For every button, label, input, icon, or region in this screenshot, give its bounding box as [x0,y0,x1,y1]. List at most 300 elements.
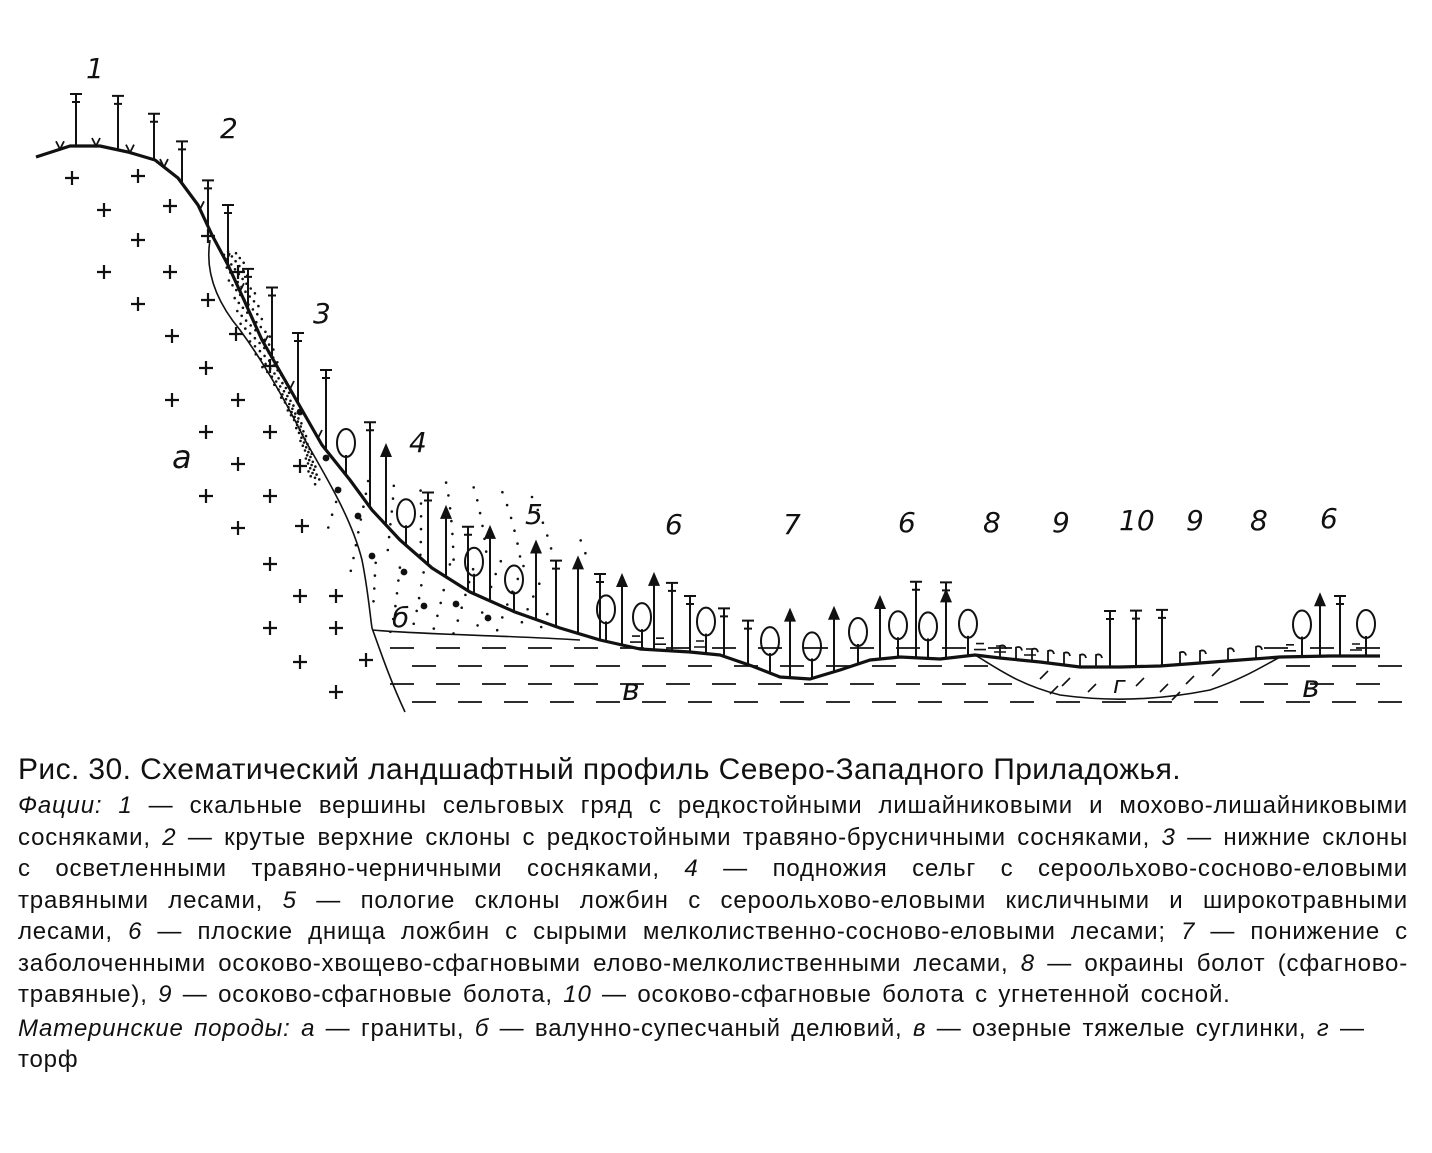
deluvium-dot [269,367,272,370]
boulder-dot [485,615,492,622]
granite-cross [329,621,343,635]
deluvium-dot [314,483,317,486]
deluvium-dot [245,319,248,322]
deluvium-dot [244,327,247,330]
pine-symbol [70,94,82,146]
deluvium-dot [451,533,454,536]
deluvium-dot [297,417,300,420]
spruce-crown [440,505,452,519]
deluvium-dot [234,260,237,263]
deluvium-dot [352,557,355,560]
deluvium-dot [307,451,310,454]
granite-cross [97,203,111,217]
granite-cross [263,489,277,503]
facies-number-1: 2 [162,823,177,851]
deciduous-crown [397,499,415,527]
facies-number-0: 1 [118,792,133,819]
deluvium-dot [485,550,488,553]
spruce-crown [648,572,660,586]
grass-mark [1024,649,1036,655]
deluvium-dot [238,265,241,268]
granite-cross [131,169,145,183]
deluvium-dot [303,441,306,444]
rocks-number-3: г [1316,1014,1330,1042]
deluvium-dot [290,411,293,414]
facies-number-7: 8 [1020,949,1035,977]
vegetation-symbols [56,94,1375,678]
peat-hatch [1212,668,1220,676]
deluvium-dot [372,600,375,603]
granite-cross [131,233,145,247]
boulder-dot [453,601,460,608]
pine-symbol [112,96,124,150]
rocks-number-2: в [912,1014,927,1042]
facies-label-6a: 6 [665,508,683,541]
granite-cross [229,327,243,341]
deluvium-dot [268,359,271,362]
deluvium-dot [399,566,402,569]
shrub-tick [286,381,294,389]
deluvium-dot [289,400,292,403]
deluvium-dot [357,531,360,534]
deluvium-dot [306,454,309,457]
deluvium-dot [335,501,338,504]
deluvium-dot [252,308,255,311]
facies-number-9: 10 [563,981,592,1008]
deluvium-dot [280,396,283,399]
deluvium-dot [309,475,312,478]
deluvium-dot [439,602,442,605]
facies-text-7: окраины болот (сфагново-травяные), [18,949,1408,1008]
deluvium-dot [314,465,317,468]
facies-label-9b: 9 [1186,504,1204,537]
facies-label-9a: 9 [1052,506,1070,539]
deluvium-dot [233,297,236,300]
granite-cross [165,329,179,343]
deluvium-dot [331,513,334,516]
facies-label-6b: 6 [898,506,916,539]
deciduous-crown [1293,611,1311,639]
deluvium-dot [481,611,484,614]
deluvium-dot [452,558,455,561]
deciduous-crown [919,612,937,640]
deciduous-crown [761,627,779,655]
deluvium-dot [422,571,425,574]
caption-parent-rocks: Материнские породы: а — граниты, б — валунно-супесчаный делювий, в — озерные тяжелые суглинки, г — торф [18,1014,1365,1073]
deluvium-dot [292,404,295,407]
grass-mark [654,638,666,644]
deluvium-dot [257,305,260,308]
caption-facies: Фации: 1 — скальные вершины сельговых гряд с редкостойными лишайниковыми и мохово-лишайниковыми сосняками, 2 — крутые верхние склоны с редкостойными травяно-брусничными сосняками, 3 — нижние склоны с осветленными травяно-черничными сосняками, 4 — подножия сельг с сероольхово-сосново-еловыми травяными лесами, 5 — пологие склоны ложбин с сероольхово-еловыми кисличными и широкотравными лесами, 6 — плоские днища ложбин с сырыми мелколиственно-сосново-еловыми лесами; 7 — понижение с заболоченными осоково-хвощево-сфагновыми елово-мелколиственными лесами, 8 — окраины болот (сфагново-травяные), 9 — осоково-сфагновые болота, 10 — осоково-сфагновые болота с угнетенной сосной. [18,792,1409,1008]
facies-text-2: нижние склоны с осветленными травяно-черничными сосняками, [18,823,1409,882]
deluvium-dot [296,424,299,427]
deluvium-dot [235,289,238,292]
deluvium-dot [306,443,309,446]
deluvium-dot [260,358,263,361]
rock-label-deluvium: б [392,601,410,634]
deluvium-dot [241,278,244,281]
boulder-dot [401,569,408,576]
figure-caption [18,752,1408,1076]
deluvium-dot [374,562,377,565]
deluvium-dot [442,589,445,592]
deluvium-dot [297,420,300,423]
caption-title: Рис. 30. Схематический ландшафтный профиль Северо-Западного Приладожья. [18,753,1181,786]
deluvium-dot [532,595,535,598]
deluvium-dot [295,427,298,430]
deluvium-dot [313,469,316,472]
deluvium-dot [253,300,256,303]
facies-label-6c: 6 [1320,502,1338,535]
peat-hatch [1062,678,1070,686]
deluvium-dot [311,452,314,455]
deluvium-dot [249,340,252,343]
deluvium-dot [318,478,321,481]
deluvium-dot [304,438,307,441]
deluvium-dot [260,326,263,329]
pine-symbol [742,621,754,665]
deciduous-crown [959,610,977,638]
deciduous-crown [849,618,867,646]
deluvium-dot [365,493,368,496]
rock-label-peat: г [1113,671,1126,699]
deluvium-dot [311,472,314,475]
deluvium-dot [420,584,423,587]
deluvium-dot [279,385,282,388]
deluvium-dot [300,436,303,439]
deluvium-dot [254,345,257,348]
deluvium-dot [457,619,460,622]
deluvium-dot [249,332,252,335]
deluvium-dot [420,528,423,531]
deluvium-dot [494,573,497,576]
granite-cross [263,621,277,635]
facies-label-5: 5 [525,498,543,531]
deluvium-dot [254,337,257,340]
geology-layers [65,169,1402,712]
facies-label-1: 1 [86,52,104,85]
deluvium-dot [393,485,396,488]
deluvium-dot [472,568,475,571]
facies-text-4: пологие склоны ложбин с сероольхово-еловыми кисличными и широкотравными лесами, [18,886,1408,945]
deluvium-dot [391,510,394,513]
deluvium-dot [540,626,543,629]
facies-number-4: 5 [282,886,297,914]
boulder-dot [335,487,342,494]
deluvium-dot [234,268,237,271]
deluvium-dot [285,398,288,401]
deciduous-crown [889,611,907,639]
deluvium-dot [307,470,310,473]
deluvium-dot [396,592,399,595]
spruce-crown [828,606,840,620]
deluvium-dot [449,507,452,510]
deluvium-dot [419,489,422,492]
granite-cross [131,297,145,311]
deluvium-dot [285,387,288,390]
shrub-tick [196,201,204,209]
grass-mark [694,641,706,647]
deluvium-dot [264,363,267,366]
deluvium-dot [476,499,479,502]
deluvium-dot [273,384,276,387]
deluvium-dot [521,621,524,624]
deluvium-dot [584,552,587,555]
deluvium-dot [479,512,482,515]
rocks-text-2: озерные тяжелые суглинки, [972,1014,1307,1042]
deluvium-dot [412,623,415,626]
deluvium-dot [519,555,522,558]
deluvium-dot [291,408,294,411]
spruce-crown [784,608,796,622]
grass-mark [630,636,642,642]
deluvium-dot [501,616,504,619]
pine-symbol [684,596,696,652]
granite-cross [199,361,213,375]
deluvium-dot [500,560,503,563]
deluvium-dot [261,318,264,321]
deciduous-crown [633,603,651,631]
sedge-mark [1016,647,1022,660]
facies-text-5: плоские днища ложбин с сырыми мелколиственно-сосново-еловыми лесами; [197,918,1166,945]
deluvium-dot [392,497,395,500]
sedge-mark [1080,654,1086,667]
boulder-dot [323,455,330,462]
deluvium-dot [256,313,259,316]
deluvium-dot [277,388,280,391]
deluvium-dot [258,342,261,345]
boulder-dot [421,603,428,610]
pine-symbol [1156,610,1168,666]
deluvium-dot [420,515,423,518]
ground-surface-line [36,146,1380,679]
granite-cross [163,199,177,213]
deluvium-dot [307,462,310,465]
deluvium-dot [264,331,267,334]
facies-label-2: 2 [220,112,238,145]
deluvium-dot [287,406,290,409]
deluvium-dot [314,477,317,480]
shrub-tick [314,430,322,438]
deluvium-dot [283,390,286,393]
spruce-crown [380,443,392,457]
grass-mark [974,644,986,650]
deluvium-dot [433,627,436,630]
deluvium-dot [305,435,308,438]
deluvium-dot [496,629,499,632]
deluvium-dot [255,353,258,356]
deluvium-dot [309,456,312,459]
deluvium-dot [506,603,509,606]
facies-number-3: 4 [684,855,699,882]
peat-hatch [1088,684,1096,692]
deluvium-dot [538,582,541,585]
deluvium-dot [286,395,289,398]
deluvium-dot [287,409,290,412]
deluvium-dot [249,324,252,327]
deluvium-dot [239,323,242,326]
deluvium-dot [299,440,302,443]
deluvium-dot [415,610,418,613]
facies-label-4: 4 [409,426,427,459]
sedge-mark [1096,654,1102,667]
pine-symbol [1130,611,1142,667]
sedge-mark [1064,652,1070,665]
rock-label-loam-1: в [622,673,640,708]
deluvium-dot [327,526,330,529]
deluvium-dot [275,380,278,383]
facies-text-9: осоково-сфагновые болота с угнетенной сосной. [637,981,1231,1008]
granite-cross [231,393,245,407]
pine-symbol [320,370,332,450]
facies-label-3: 3 [313,297,331,330]
deluvium-dot [302,444,305,447]
granite-cross [199,489,213,503]
spruce-crown [616,573,628,587]
pine-symbol [594,574,606,640]
spruce-crown [530,539,542,553]
deluvium-dot [244,290,247,293]
deluvium-dot [355,544,358,547]
granite-cross [293,589,307,603]
deluvium-dot [464,594,467,597]
deluvium-dot [259,350,262,353]
peat-hatch [1136,678,1144,686]
facies-number-5: 6 [128,918,143,945]
deluvium-dot [501,491,504,494]
deluvium-dot [310,464,313,467]
granite-cross [201,293,215,307]
deluvium-dot [235,252,238,255]
deluvium-dot [269,335,272,338]
sedge-mark [1048,650,1054,663]
deluvium-dot [418,597,421,600]
deluvium-dot [273,372,276,375]
rocks-number-1: б [474,1014,490,1042]
granite-cross [65,171,79,185]
deluvium-dot [301,433,304,436]
deluvium-dot [254,292,257,295]
spruce-crown [874,595,886,609]
deluvium-dot [312,461,315,464]
deciduous-crown [1357,610,1375,638]
deluvium-dot [299,425,302,428]
pine-symbol [148,114,160,160]
deluvium-dot [389,523,392,526]
boulder-dot [369,553,376,560]
deciduous-crown [505,566,523,594]
deluvium-dot [420,502,423,505]
spruce-crown [572,555,584,569]
pine-symbol [422,493,434,565]
pine-symbol [940,582,952,658]
facies-text-8: осоково-сфагновые болота, [218,981,553,1008]
granite-cross [295,519,309,533]
deluvium-dot [506,504,509,507]
deluvium-dot [510,517,513,520]
grass-mark [1350,644,1362,650]
deluvium-dot [261,366,264,369]
deluvium-dot [447,494,450,497]
facies-label-8a: 8 [983,506,1001,539]
deluvium-dot [350,570,353,573]
deluvium-dot [302,430,305,433]
granite-cross [163,265,177,279]
granite-cross [199,425,213,439]
rock-label-loam-2: в [1302,670,1320,705]
granite-cross [97,265,111,279]
deluvium-dot [242,270,245,273]
pine-symbol [550,561,562,627]
pine-symbol [462,527,474,591]
deluvium-dot [300,422,303,425]
deluvium-dot [526,608,529,611]
facies-text-0: скальные вершины сельговых гряд с редкостойными лишайниковыми и мохово-лишайниковыми сосняками, [18,792,1409,851]
pine-symbol [666,583,678,651]
spruce-crown [484,525,496,539]
deluvium-dot [236,310,239,313]
deluvium-dot [298,432,301,435]
facies-text-6: понижение с заболоченными осоково-хвощево-сфагновыми елово-мелколиственными лесами, [18,918,1408,977]
deluvium-dot [452,632,455,635]
facies-number-2: 3 [1161,823,1176,851]
pine-symbol [1104,611,1116,667]
deluvium-dot [284,401,287,404]
granite-cross [293,459,307,473]
rocks-text-3: торф [18,1046,79,1073]
deluvium-dot [452,546,455,549]
deluvium-dot [388,536,391,539]
deluvium-dot [315,473,318,476]
rocks-heading: Материнские породы: [18,1014,291,1042]
deluvium-dot [309,467,312,470]
granite-cross [329,685,343,699]
facies-heading: Фации: [18,792,103,819]
deluvium-dot [436,615,439,618]
deciduous-crown [803,632,821,660]
deluvium-dot [305,446,308,449]
deluvium-dot [249,287,252,290]
deluvium-dot [516,542,519,545]
deluvium-dot [281,382,284,385]
deluvium-dot [266,371,269,374]
deluvium-dot [290,414,293,417]
granite-cross [263,425,277,439]
deluvium-dot [271,375,274,378]
granite-cross [359,653,373,667]
facies-label-7: 7 [783,508,801,541]
deluvium-dot [238,302,241,305]
peat-hatch [1040,671,1048,679]
deluvium-dot [293,419,296,422]
deluvium-dot [546,534,549,537]
deluvium-dot [450,520,453,523]
deluvium-dot [277,377,280,380]
deluvium-dot [263,355,266,358]
deluvium-dot [449,563,452,566]
deluvium-dot [472,486,475,489]
deluvium-dot [387,549,390,552]
deluvium-dot [268,343,271,346]
spruce-crown [1314,592,1326,606]
deluvium-dot [228,279,231,282]
rocks-number-0: а [301,1014,316,1042]
deluvium-dot [460,606,463,609]
deluvium-dot [239,257,242,260]
deluvium-dot [308,459,311,462]
deluvium-dot [304,449,307,452]
rock-label-granite: а [172,438,192,476]
